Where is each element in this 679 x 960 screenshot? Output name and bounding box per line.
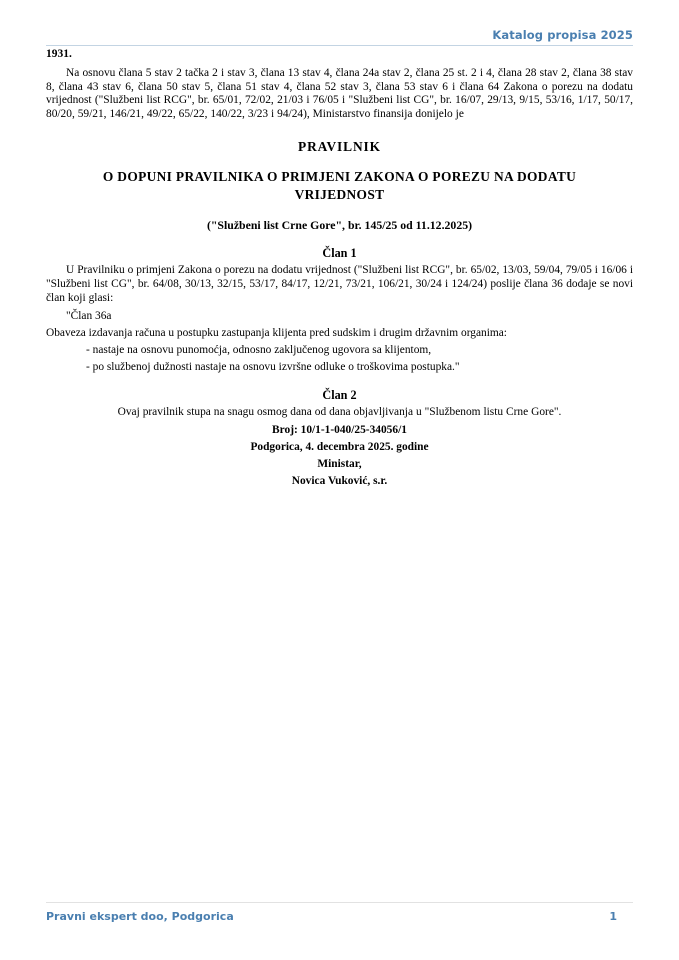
- signature-place-date: Podgorica, 4. decembra 2025. godine: [250, 440, 429, 453]
- signature-name: Novica Vuković, s.r.: [291, 474, 388, 487]
- quoted-article-lead: Obaveza izdavanja računa u postupku zastupanja klijenta pred sudskim i drugim državnim organima:: [46, 327, 507, 340]
- document-title-main: PRAVILNIK: [297, 139, 381, 155]
- footer-publisher: Pravni ekspert doo, Podgorica: [46, 910, 234, 923]
- quoted-article-item-1: - nastaje na osnovu punomoćja, odnosno zaključenog ugovora sa klijentom,: [86, 344, 432, 357]
- page-footer: [46, 902, 633, 924]
- footer-divider: [46, 902, 633, 903]
- header-title: Katalog propisa 2025: [492, 28, 633, 42]
- article-1-paragraph: U Pravilniku o primjeni Zakona o porezu na dodatu vrijednost ("Službeni list RCG", br. 65/02, 13/03, 59/04, 79/05 i 16/06 i "Službeni list CG", br. 64/08, 30/13, 32/15, 53/17, 84/17, 12/21, 73/21, 106/21, 30/24 i 124/24) poslije člana 36 dodaje se novi član koji glasi:: [46, 264, 633, 304]
- document-number: 1931.: [46, 48, 72, 60]
- preamble-paragraph: Na osnovu člana 5 stav 2 tačka 2 i stav 3, člana 13 stav 4, člana 24a stav 2, člana 25 st. 2 i 4, člana 28 stav 2, člana 38 stav 8, člana 43 stav 6, člana 50 stav 5, člana 51 stav 4, člana 52 stav 3, člana 53 stav 6 i člana 64 Zakona o porezu na dodatu vrijednost ("Službeni list RCG", br. 65/01, 72/02, 21/03 i 76/05 i "Službeni list CG", br. 16/07, 29/13, 9/15, 53/16, 1/17, 50/17, 80/20, 59/21, 146/21, 49/22, 65/22, 140/22, 3/23 i 94/24), Ministarstvo finansija donijelo je: [46, 67, 633, 120]
- quoted-article-item-2: - po službenoj dužnosti nastaje na osnovu izvršne odluke o troškovima postupka.": [86, 361, 460, 374]
- quoted-article-heading: "Član 36a: [66, 310, 112, 323]
- signature-broj: Broj: 10/1-1-040/25-34056/1: [272, 423, 407, 436]
- footer-page-number: 1: [609, 910, 617, 923]
- article-2-heading: Član 2: [322, 388, 357, 403]
- signature-role: Ministar,: [317, 457, 362, 470]
- document-gazette-reference: ("Službeni list Crne Gore", br. 145/25 od 11.12.2025): [206, 218, 473, 233]
- article-2-paragraph: Ovaj pravilnik stupa na snagu osmog dana od dana objavljivanja u "Službenom listu Crne Gore".: [117, 406, 562, 419]
- footer-row: [46, 910, 633, 924]
- document-content: [46, 47, 633, 488]
- document-title-sub: O DOPUNI PRAVILNIKA O PRIMJENI ZAKONA O POREZU NA DODATU VRIJEDNOST: [102, 169, 577, 203]
- article-1-heading: Član 1: [322, 246, 357, 261]
- header-divider: [46, 45, 633, 46]
